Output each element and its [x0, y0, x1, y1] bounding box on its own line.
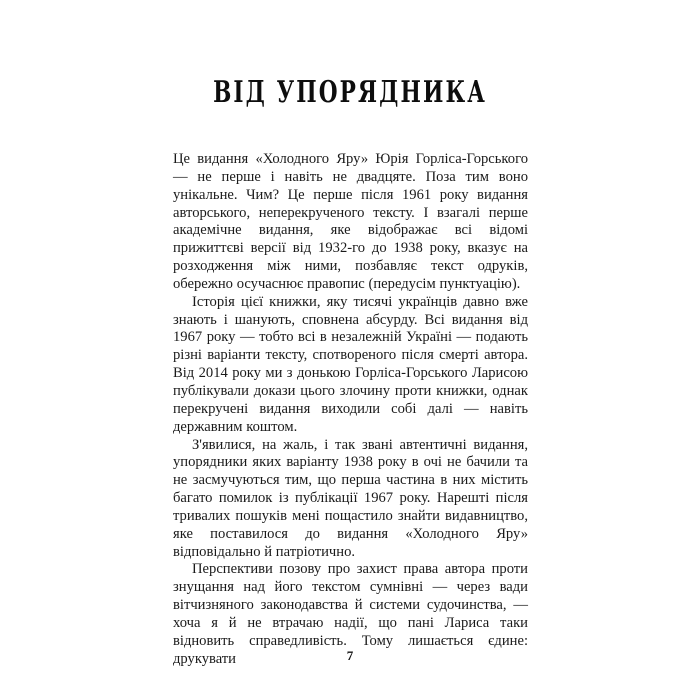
- page-number: 7: [346, 648, 354, 663]
- paragraph: Перспективи позову про захист права автора проти знущання над його текстом сумнівні — через вади вітчизняного законодавства й системи судочинства, — хоча я й не втрачаю надії, що пані Лариса таки відновить справедливість. Тому лишається єдине: друкувати: [173, 561, 528, 667]
- body-text-block: [173, 151, 528, 668]
- paragraph: З'явилися, на жаль, і так звані автентичні видання, упорядники яких варіанту 1938 року в очі не бачили та не засмучуються тим, що перша частина в них містить багато помилок із публікації 1967 року. Нарешті після тривалих пошуків мені пощастило знайти видавництво, яке поставилося до видання «Холодного Яру» відповідально й патріотично.: [173, 436, 528, 560]
- paragraph: Історія цієї книжки, яку тисячі українців давно вже знають і шанують, сповнена абсурду. Всі видання від 1967 року — тобто всі в незалежній Україні — подають різні варіанти тексту, спотвореного після смерті автора. Від 2014 року ми з донькою Горліса-Горського Ларисою публікували докази цього злочину проти книжки, однак перекручені видання виходили собі далі — навіть державним коштом.: [173, 293, 528, 435]
- page-title: ВІД УПОРЯДНИКА: [213, 74, 487, 109]
- paragraph: Це видання «Холодного Яру» Юрія Горліса-Горського — не перше і навіть не двадцяте. Поза тим воно унікальне. Чим? Це перше після 1961 року видання авторського, неперекрученого тексту. І взагалі перше академічне видання, яке відображає всі відомі прижиттєві версії від 1932-го до 1938 року, вказує на розходження між ними, позбавляє текст одруків, обережно осучаснює правопис (передусім пунктуацію).: [173, 151, 528, 292]
